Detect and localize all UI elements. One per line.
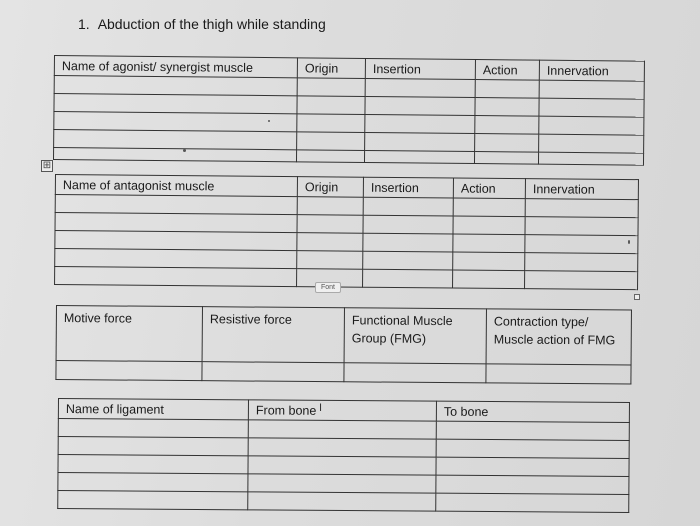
table-cell[interactable] (525, 217, 638, 236)
table-cell[interactable] (58, 437, 248, 456)
table-cell[interactable] (525, 253, 638, 272)
table-row (58, 491, 629, 513)
table-cell[interactable] (296, 150, 364, 163)
table-cell[interactable] (525, 271, 638, 290)
table-cell[interactable] (363, 215, 453, 234)
table-cell[interactable] (297, 96, 365, 115)
table-cell[interactable] (55, 231, 297, 251)
table-cell[interactable] (363, 233, 453, 252)
table-cell[interactable] (436, 457, 629, 476)
table-cell[interactable] (297, 215, 363, 234)
table-cell[interactable] (248, 438, 436, 457)
table-cell[interactable] (297, 114, 365, 133)
text-cursor-icon: I (319, 402, 323, 414)
table-cell[interactable] (364, 150, 474, 163)
table-move-handle-icon[interactable]: ⊞ (42, 160, 52, 171)
table-row (56, 361, 631, 385)
table-cell[interactable] (525, 235, 638, 254)
force-header-resistive: Resistive force (202, 307, 344, 363)
agonist-header-muscle: Name of agonist/ synergist muscle (54, 56, 297, 78)
table-resize-handle[interactable] (634, 294, 640, 300)
table-cell[interactable] (474, 152, 538, 165)
agonist-header-insertion: Insertion (365, 58, 475, 79)
table-cell[interactable] (297, 197, 363, 216)
ligament-header-to: To bone (436, 401, 629, 422)
table-cell[interactable] (475, 98, 539, 117)
table-cell[interactable] (297, 132, 365, 151)
table-cell[interactable] (248, 474, 436, 493)
table-cell[interactable] (54, 130, 297, 150)
table-cell[interactable] (525, 199, 638, 218)
table-cell[interactable] (436, 493, 629, 512)
antagonist-header-origin: Origin (297, 177, 363, 198)
ligament-header-name: Name of ligament (58, 399, 248, 420)
table-cell[interactable] (202, 362, 344, 382)
table-cell[interactable] (453, 198, 525, 217)
table-cell[interactable] (56, 361, 202, 381)
table-cell[interactable] (55, 213, 297, 233)
table-cell[interactable] (248, 420, 436, 439)
table-cell[interactable] (248, 492, 436, 511)
table-cell[interactable] (58, 455, 248, 474)
table-cell[interactable] (436, 475, 629, 494)
table-cell[interactable] (475, 134, 539, 153)
agonist-header-origin: Origin (297, 58, 365, 79)
antagonist-header-muscle: Name of antagonist muscle (55, 175, 297, 197)
table-cell[interactable] (475, 80, 539, 99)
table-cell[interactable] (365, 96, 475, 115)
table-cell[interactable] (453, 252, 525, 271)
table-cell[interactable] (55, 249, 297, 269)
table-cell[interactable] (486, 364, 631, 384)
table-cell[interactable] (58, 473, 248, 492)
table-cell[interactable] (363, 197, 453, 216)
table-cell[interactable] (453, 216, 525, 235)
speck (268, 120, 270, 122)
antagonist-table (54, 174, 639, 290)
exercise-number: 1. (78, 16, 90, 32)
table-cell[interactable] (539, 80, 644, 99)
table-cell[interactable] (475, 116, 539, 135)
exercise-heading (78, 16, 326, 32)
table-cell[interactable] (436, 421, 629, 440)
table-cell[interactable] (55, 195, 297, 215)
font-tooltip: Font (315, 282, 341, 293)
table-cell[interactable] (297, 251, 363, 270)
table-cell[interactable] (363, 269, 453, 288)
table-cell[interactable] (54, 76, 297, 96)
force-header-fmg: Functional Muscle Group (FMG) (344, 308, 486, 364)
table-cell[interactable] (58, 419, 248, 438)
table-cell[interactable] (365, 78, 475, 97)
table-cell[interactable] (297, 233, 363, 252)
table-cell[interactable] (363, 251, 453, 270)
speck (628, 240, 630, 244)
antagonist-header-action: Action (453, 178, 525, 199)
table-cell[interactable] (248, 456, 436, 475)
agonist-table (53, 55, 645, 166)
table-cell[interactable] (54, 112, 297, 132)
table-cell[interactable] (453, 234, 525, 253)
table-cell[interactable] (344, 363, 486, 383)
antagonist-header-innervation: Innervation (525, 179, 638, 200)
table-cell[interactable] (365, 114, 475, 133)
force-header-motive: Motive force (56, 306, 202, 362)
table-cell[interactable] (539, 98, 644, 117)
table-cell[interactable] (55, 267, 297, 287)
agonist-header-action: Action (475, 60, 539, 81)
table-cell[interactable] (297, 78, 365, 97)
ligament-table (57, 398, 630, 513)
force-table (55, 305, 632, 385)
table-cell[interactable] (539, 134, 644, 153)
ligament-header-from: From bone (248, 400, 436, 421)
table-cell[interactable] (436, 439, 629, 458)
table-cell[interactable] (365, 132, 475, 151)
speck (183, 149, 186, 152)
table-cell[interactable] (54, 94, 297, 114)
table-row (55, 267, 638, 290)
table-cell[interactable] (53, 148, 296, 162)
table-cell[interactable] (58, 491, 248, 510)
exercise-title: Abduction of the thigh while standing (97, 16, 326, 32)
table-cell[interactable] (538, 152, 643, 165)
agonist-header-innervation: Innervation (539, 60, 644, 81)
antagonist-header-insertion: Insertion (363, 177, 453, 198)
force-header-contraction: Contraction type/ Muscle action of FMG (486, 309, 631, 365)
table-cell[interactable] (539, 116, 644, 135)
table-cell[interactable] (453, 270, 525, 289)
